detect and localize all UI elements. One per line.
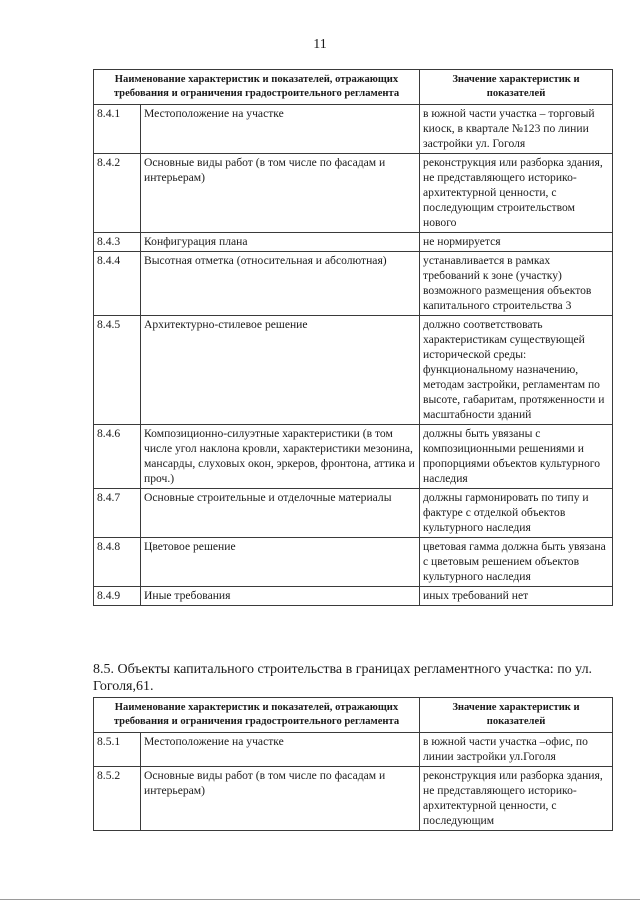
row-code: 8.5.2 [94,767,141,831]
row-code: 8.4.7 [94,489,141,538]
row-code: 8.4.1 [94,105,141,154]
row-code: 8.4.4 [94,252,141,316]
scan-edge-divider [0,899,640,900]
row-characteristic: Конфигурация плана [141,233,420,252]
table-row [94,489,613,538]
table-row [94,538,613,587]
header-values: Значение характеристик и показателей [420,70,613,105]
row-value: должно соответствовать характеристикам существующей исторической среды: функциональному назначению, методам застройки, регламентам по высоте, габаритам, протяженности и масштабности зданий [420,316,613,425]
row-value: в южной части участка – торговый киоск, в квартале №123 по линии застройки ул. Гоголя [420,105,613,154]
row-code: 8.4.2 [94,154,141,233]
page-number: 11 [313,37,327,52]
table-header-row [94,698,613,733]
row-code: 8.5.1 [94,733,141,767]
row-value: иных требований нет [420,587,613,606]
table-row [94,105,613,154]
row-value: реконструкция или разборка здания, не представляющего историко-архитектурной ценности, с последующим строительством нового [420,154,613,233]
row-characteristic: Основные виды работ (в том числе по фасадам и интерьерам) [141,154,420,233]
table-header-row [94,70,613,105]
regulation-table-8-5 [93,697,613,831]
table-row [94,425,613,489]
row-code: 8.4.9 [94,587,141,606]
table-row [94,154,613,233]
row-characteristic: Основные строительные и отделочные материалы [141,489,420,538]
row-value: не нормируется [420,233,613,252]
row-value: должны быть увязаны с композиционными решениями и пропорциями объектов культурного наследия [420,425,613,489]
row-characteristic: Композиционно-силуэтные характеристики (в том числе угол наклона кровли, характеристики мезонина, мансарды, слуховых окон, эркеров, фронтона, аттика и проч.) [141,425,420,489]
table-row [94,733,613,767]
row-code: 8.4.6 [94,425,141,489]
row-characteristic: Цветовое решение [141,538,420,587]
table-row [94,767,613,831]
section-heading-8-5: 8.5. Объекты капитального строительства в границах регламентного участка: по ул. Гоголя,61. [93,662,593,694]
row-value: реконструкция или разборка здания, не представляющего историко-архитектурной ценности, с последующим [420,767,613,831]
row-value: устанавливается в рамках требований к зоне (участку) возможного размещения объектов капитального строительства 3 [420,252,613,316]
header-characteristics: Наименование характеристик и показателей, отражающих требования и ограничения градостроительного регламента [94,698,420,733]
table-row [94,316,613,425]
row-value: должны гармонировать по типу и фактуре с отделкой объектов культурного наследия [420,489,613,538]
header-values: Значение характеристик и показателей [420,698,613,733]
row-code: 8.4.8 [94,538,141,587]
table-row [94,252,613,316]
row-value: цветовая гамма должна быть увязана с цветовым решением объектов культурного наследия [420,538,613,587]
row-code: 8.4.3 [94,233,141,252]
row-characteristic: Высотная отметка (относительная и абсолютная) [141,252,420,316]
row-code: 8.4.5 [94,316,141,425]
row-characteristic: Местоположение на участке [141,105,420,154]
row-value: в южной части участка –офис, по линии застройки ул.Гоголя [420,733,613,767]
row-characteristic: Основные виды работ (в том числе по фасадам и интерьерам) [141,767,420,831]
row-characteristic: Местоположение на участке [141,733,420,767]
regulation-table-8-4 [93,69,613,606]
row-characteristic: Иные требования [141,587,420,606]
table-row [94,587,613,606]
header-characteristics: Наименование характеристик и показателей, отражающих требования и ограничения градостроительного регламента [94,70,420,105]
table-row [94,233,613,252]
row-characteristic: Архитектурно-стилевое решение [141,316,420,425]
